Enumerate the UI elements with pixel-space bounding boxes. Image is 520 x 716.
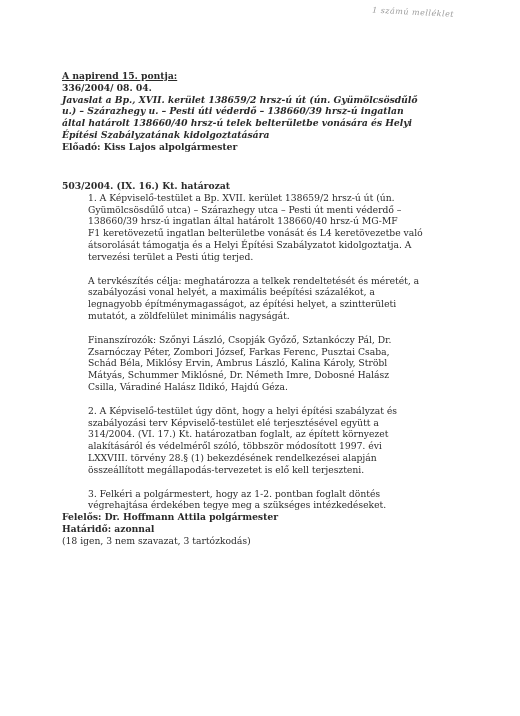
text-line: végrehajtása érdekében tegye meg a szükséges intézkedéseket.	[88, 500, 387, 512]
text-line: Schád Béla, Miklósy Ervin, Ambrus László, Kalina Károly, Ströbl	[88, 358, 388, 370]
paragraph-1	[62, 193, 462, 264]
presenter: Előadó: Kiss Lajos alpolgármester	[62, 141, 238, 153]
proposal-line-4: Építési Szabályzatának kidolgoztatására	[62, 129, 270, 141]
paragraph-4	[62, 406, 462, 477]
text-line: átsorolását támogatja és a Helyi Építési Szabályzatot kidolgoztatja. A	[88, 239, 412, 251]
text-line: Csilla, Váradiné Halász Ildikó, Hajdú Géza.	[88, 381, 288, 393]
proposal-line-3: által határolt 138660/40 hrsz-ú telek belterületbe vonására és Helyi	[62, 118, 413, 130]
agenda-ref: 336/2004/ 08. 04.	[62, 82, 152, 94]
paragraph-3	[62, 335, 462, 394]
text-line: Finanszírozók: Szőnyi László, Csopják Győző, Sztankóczy Pál, Dr.	[88, 334, 392, 346]
responsible: Felelős: Dr. Hoffmann Attila polgármester	[62, 512, 279, 524]
agenda-header	[62, 71, 462, 154]
text-line: LXXVIII. törvény 28.§ (1) bekezdésének rendelkezései alapján	[88, 452, 377, 464]
text-line: 314/2004. (VI. 17.) Kt. határozatban foglalt, az épített környezet	[88, 429, 389, 441]
text-line: F1 keretövezetű ingatlan belterületbe vonását és L4 keretövezetbe való	[88, 228, 423, 240]
text-line: 138660/39 hrsz-ú ingatlan által határolt 138660/40 hrsz-ú MG-MF	[88, 216, 398, 228]
text-line: Mátyás, Schummer Miklósné, Dr. Németh Imre, Dobosné Halász	[88, 370, 390, 382]
deadline: Határidő: azonnal	[62, 523, 155, 535]
paragraph-2	[62, 276, 462, 323]
text-line: szabályozási terv Képviselő-testület elé terjesztésével együtt a	[88, 417, 379, 429]
text-line: tervezési terület a Pesti útig terjed.	[88, 251, 254, 263]
proposal-line-2: u.) – Szárazhegy u. – Pesti úti véderdő – 138660/39 hrsz-ú ingatlan	[62, 106, 404, 118]
text-line: szabályozási vonal helyét, a maximális beépítési százalékot, a	[88, 287, 375, 299]
text-line: 2. A Képviselő-testület úgy dönt, hogy a helyi építési szabályzat és	[88, 405, 397, 417]
resolution-title: 503/2004. (IX. 16.) Kt. határozat	[62, 181, 231, 192]
text-line: 3. Felkéri a polgármestert, hogy az 1-2. pontban foglalt döntés	[88, 488, 381, 500]
handwritten-note: 1 számú melléklet	[371, 5, 455, 19]
text-line: 1. A Képviselő-testület a Bp. XVII. kerület 138659/2 hrsz-ú út (ún.	[88, 192, 395, 204]
text-line: alakításáról és védelméről szóló, többször módosított 1997. évi	[88, 441, 382, 453]
text-line: A tervkészítés célja: meghatározza a telkek rendeltetését és méretét, a	[88, 275, 420, 287]
vote-result: (18 igen, 3 nem szavazat, 3 tartózkodás)	[62, 535, 251, 547]
text-line: Zsarnóczay Péter, Zombori József, Farkas Ferenc, Pusztai Csaba,	[88, 346, 390, 358]
text-line: Gyümölcsösdűlő utca) – Szárazhegy utca – Pesti út menti véderdő –	[88, 204, 402, 216]
text-line: mutatót, a zöldfelület minimális nagyságát.	[88, 310, 290, 322]
text-line: összeállított megállapodás-tervezetet is elő kell terjeszteni.	[88, 464, 365, 476]
resolution	[62, 181, 462, 548]
text-line: legnagyobb építménymagasságot, az építési helyet, a szintterületi	[88, 299, 397, 311]
paragraph-5	[62, 489, 462, 513]
agenda-point: A napirend 15. pontja:	[62, 71, 178, 82]
proposal-line-1: Javaslat a Bp., XVII. kerület 138659/2 hrsz-ú út (ún. Gyümölcsösdűlő	[62, 94, 418, 106]
